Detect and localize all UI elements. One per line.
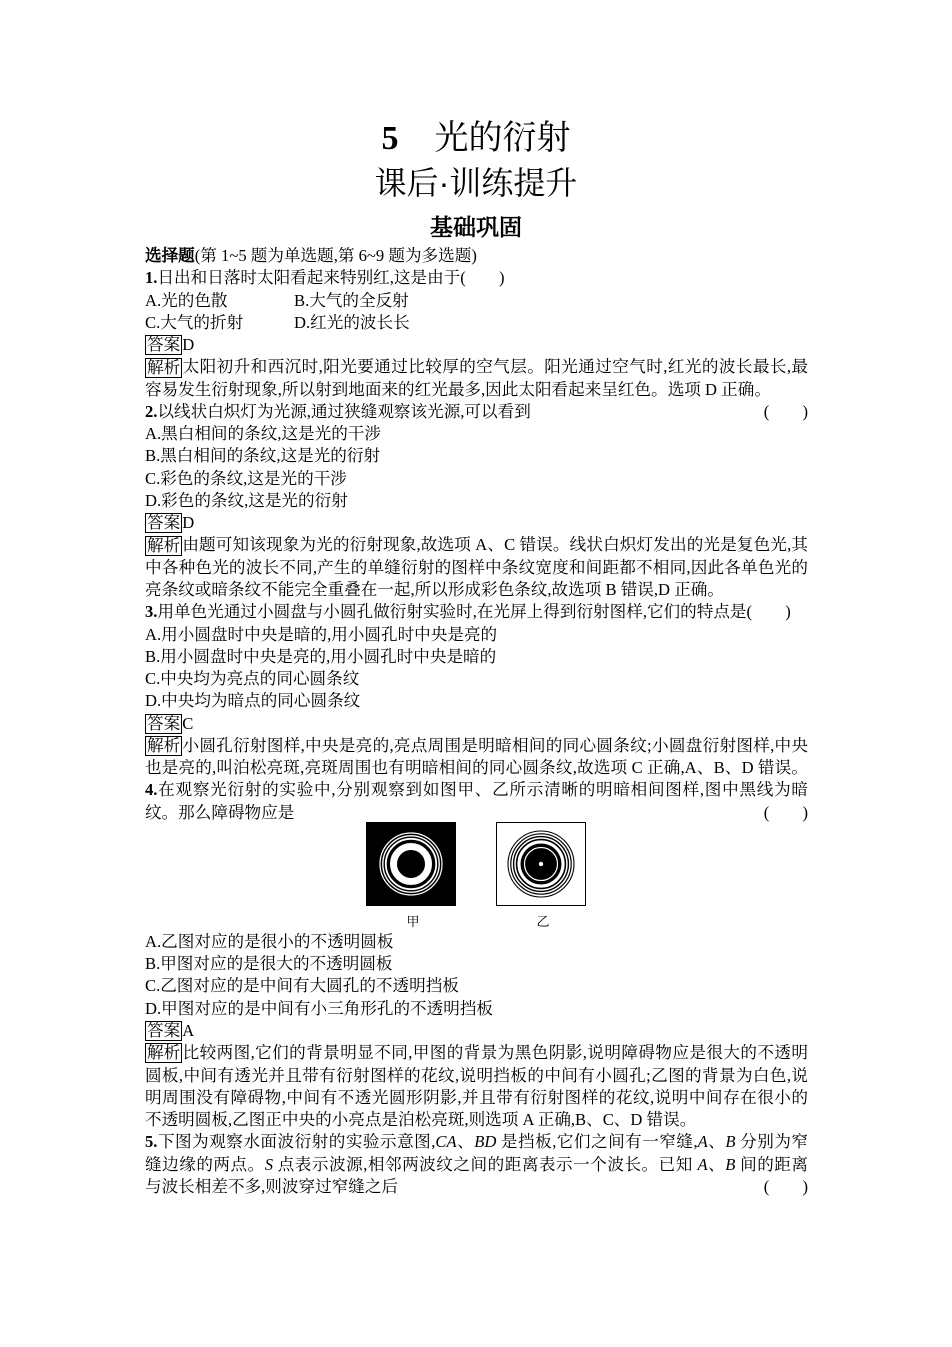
page-subtitle: 课后·训练提升 — [374, 165, 578, 201]
question-4-analysis-line: 不透明圆板,乙图正中央的小亮点是泊松亮斑,则选项 A 正确,B、C、D 错误。 — [145, 1110, 697, 1130]
option-b: B.甲图对应的是很大的不透明圆板 — [145, 954, 393, 974]
option-a: A.乙图对应的是很小的不透明圆板 — [145, 931, 394, 951]
analysis-label: 解析 — [147, 357, 181, 377]
answer-value: D — [182, 513, 195, 533]
question-4-answer — [145, 1020, 808, 1042]
answer-label: 答案 — [147, 713, 181, 733]
instructions-label: 选择题 — [145, 246, 195, 265]
lesson-title: 光的衍射 — [434, 119, 571, 157]
question-number: 1. — [145, 268, 158, 288]
question-text: 分别为窄 — [735, 1132, 808, 1152]
analysis-text: 比较两图,它们的背景明显不同,甲图的背景为黑色阴影,说明障碍物应是很大的不透明 — [182, 1043, 808, 1063]
question-3-analysis-line — [145, 735, 808, 757]
question-2-analysis-line: 亮条纹或暗条纹不能完全重叠在一起,所以形成彩色条纹,故选项 B 错误,D 正确。 — [145, 579, 724, 599]
question-1-analysis-line: 容易发生衍射现象,所以射到地面来的红光最多,因此太阳看起来呈红色。选项 D 正确。 — [145, 379, 771, 399]
question-1-analysis-line — [145, 356, 808, 378]
option-a: A.用小圆盘时中央是暗的,用小圆孔时中央是亮的 — [145, 624, 498, 644]
question-1-answer — [145, 334, 808, 356]
question-1-stem — [145, 267, 808, 289]
option-b: B.大气的全反射 — [294, 290, 409, 310]
question-text: 点表示波源,相邻两波纹之间的距离表示一个波长。已知 — [273, 1154, 698, 1174]
question-text: 在观察光衍射的实验中,分别观察到如图甲、乙所示清晰的明暗相间图样,图中黑线为暗 — [157, 780, 808, 800]
question-number: 3. — [145, 602, 158, 622]
question-4-figure — [145, 824, 808, 931]
question-stem-left — [145, 401, 531, 423]
question-1-options-row-1 — [145, 290, 808, 312]
option-a: A.光的色散 — [145, 290, 228, 310]
question-text: 是挡板,它们之间有一窄缝, — [496, 1132, 698, 1152]
point-label-b: B — [725, 1154, 736, 1174]
figure-yi-caption: 乙 — [536, 913, 550, 929]
lesson-number: 5 — [381, 120, 399, 157]
question-2-analysis-line — [145, 534, 808, 556]
yi-bright-spot — [539, 862, 543, 866]
question-1-options-row-2 — [145, 312, 808, 334]
figure-yi-pattern — [496, 822, 586, 906]
option-c: C.中央均为亮点的同心圆条纹 — [145, 669, 360, 689]
question-4-stem — [145, 779, 808, 801]
question-5-stem-end — [145, 1176, 808, 1198]
answer-label: 答案 — [147, 335, 181, 355]
question-text: 纹。那么障碍物应是 — [145, 802, 295, 822]
analysis-label: 解析 — [147, 1043, 181, 1063]
option-a: A.黑白相间的条纹,这是光的干涉 — [145, 424, 381, 444]
worksheet-body — [145, 245, 808, 1198]
page-title — [0, 116, 952, 161]
answer-label: 答案 — [147, 1021, 181, 1041]
option-c: C.大气的折射 — [145, 312, 244, 332]
instructions — [145, 245, 808, 267]
option-b: B.用小圆盘时中央是亮的,用小圆孔时中央是暗的 — [145, 646, 497, 666]
analysis-label: 解析 — [147, 535, 181, 555]
question-3-stem — [145, 601, 808, 623]
instructions-text: (第 1~5 题为单选题,第 6~9 题为多选题) — [194, 246, 477, 265]
option-d: D.中央均为暗点的同心圆条纹 — [145, 691, 361, 711]
question-text: 用单色光通过小圆盘与小圆孔做衍射实验时,在光屏上得到衍射图样,它们的特点是( ) — [157, 602, 791, 622]
question-text: 日出和日落时太阳看起来特别红,这是由于( ) — [157, 268, 505, 288]
question-2-answer — [145, 512, 808, 534]
point-label-a: A — [697, 1154, 708, 1174]
question-text: 下图为观察水面波衍射的实验示意图, — [157, 1132, 436, 1152]
option-c: C.乙图对应的是中间有大圆孔的不透明挡板 — [145, 976, 459, 996]
answer-value: C — [182, 713, 194, 733]
question-2-analysis-line: 中各种色光的波长不同,产生的单缝衍射的图样中条纹宽度和间距都不相同,因此各单色光的 — [145, 557, 808, 577]
analysis-text: 小圆孔衍射图样,中央是亮的,亮点周围是明暗相间的同心圆条纹;小圆盘衍射图样,中央 — [182, 735, 808, 755]
option-c: C.彩色的条纹,这是光的干涉 — [145, 468, 347, 488]
question-text: 、 — [456, 1132, 475, 1152]
option-d: D.彩色的条纹,这是光的衍射 — [145, 490, 348, 510]
point-label-a: A — [697, 1132, 708, 1152]
barrier-label-bd: BD — [474, 1132, 497, 1152]
figure-jia-pattern — [366, 822, 456, 906]
option-b: B.黑白相间的条纹,这是光的衍射 — [145, 446, 381, 466]
answer-value: D — [182, 335, 195, 355]
question-5-stem — [145, 1131, 808, 1153]
analysis-label: 解析 — [147, 736, 181, 756]
question-number: 5. — [145, 1132, 158, 1152]
question-2-stem — [145, 401, 808, 423]
point-label-b: B — [725, 1132, 736, 1152]
barrier-label-ca: CA — [435, 1132, 457, 1152]
question-3-analysis-line: 也是亮的,叫泊松亮斑,亮斑周围也有明暗相间的同心圆条纹,故选项 C 正确,A、B、D 错误。 — [145, 758, 808, 778]
question-number: 2. — [145, 401, 158, 421]
answer-blank: ( ) — [763, 1176, 808, 1196]
answer-blank: ( ) — [763, 401, 808, 421]
figure-jia-caption: 甲 — [406, 913, 420, 929]
answer-blank: ( ) — [763, 802, 808, 822]
question-text: 、 — [707, 1154, 726, 1174]
question-4-analysis-line — [145, 1042, 808, 1064]
question-4-analysis-line: 圆板,中间有透光并且带有衍射图样的花纹,说明挡板的中间有小圆孔;乙图的背景为白色,说 — [145, 1065, 808, 1085]
analysis-text: 由题可知该现象为光的衍射现象,故选项 A、C 错误。线状白炽灯发出的光是复色光,其 — [182, 535, 808, 555]
question-text: 、 — [707, 1132, 726, 1152]
source-label-s: S — [264, 1154, 274, 1174]
question-4-analysis-line: 明周围没有障碍物,中间有不透光圆形阴影,并且带有衍射图样的花纹,说明中间存在很小的 — [145, 1087, 808, 1107]
question-5-stem-continued — [145, 1154, 808, 1176]
question-text: 与波长相差不多,则波穿过窄缝之后 — [145, 1176, 399, 1196]
question-text: 缝边缘的两点。 — [145, 1154, 265, 1174]
section-heading: 基础巩固 — [430, 214, 522, 240]
answer-label: 答案 — [147, 513, 181, 533]
question-3-answer — [145, 713, 808, 735]
option-d: D.红光的波长长 — [294, 312, 410, 332]
question-text: 以线状白炽灯为光源,通过狭缝观察该光源,可以看到 — [157, 401, 531, 421]
question-4-stem-continued — [145, 802, 808, 824]
answer-value: A — [182, 1020, 195, 1040]
analysis-text: 太阳初升和西沉时,阳光要通过比较厚的空气层。阳光通过空气时,红光的波长最长,最 — [182, 357, 808, 377]
question-text: 间的距离 — [735, 1154, 809, 1174]
option-d: D.甲图对应的是中间有小三角形孔的不透明挡板 — [145, 998, 494, 1018]
question-number: 4. — [145, 780, 158, 800]
